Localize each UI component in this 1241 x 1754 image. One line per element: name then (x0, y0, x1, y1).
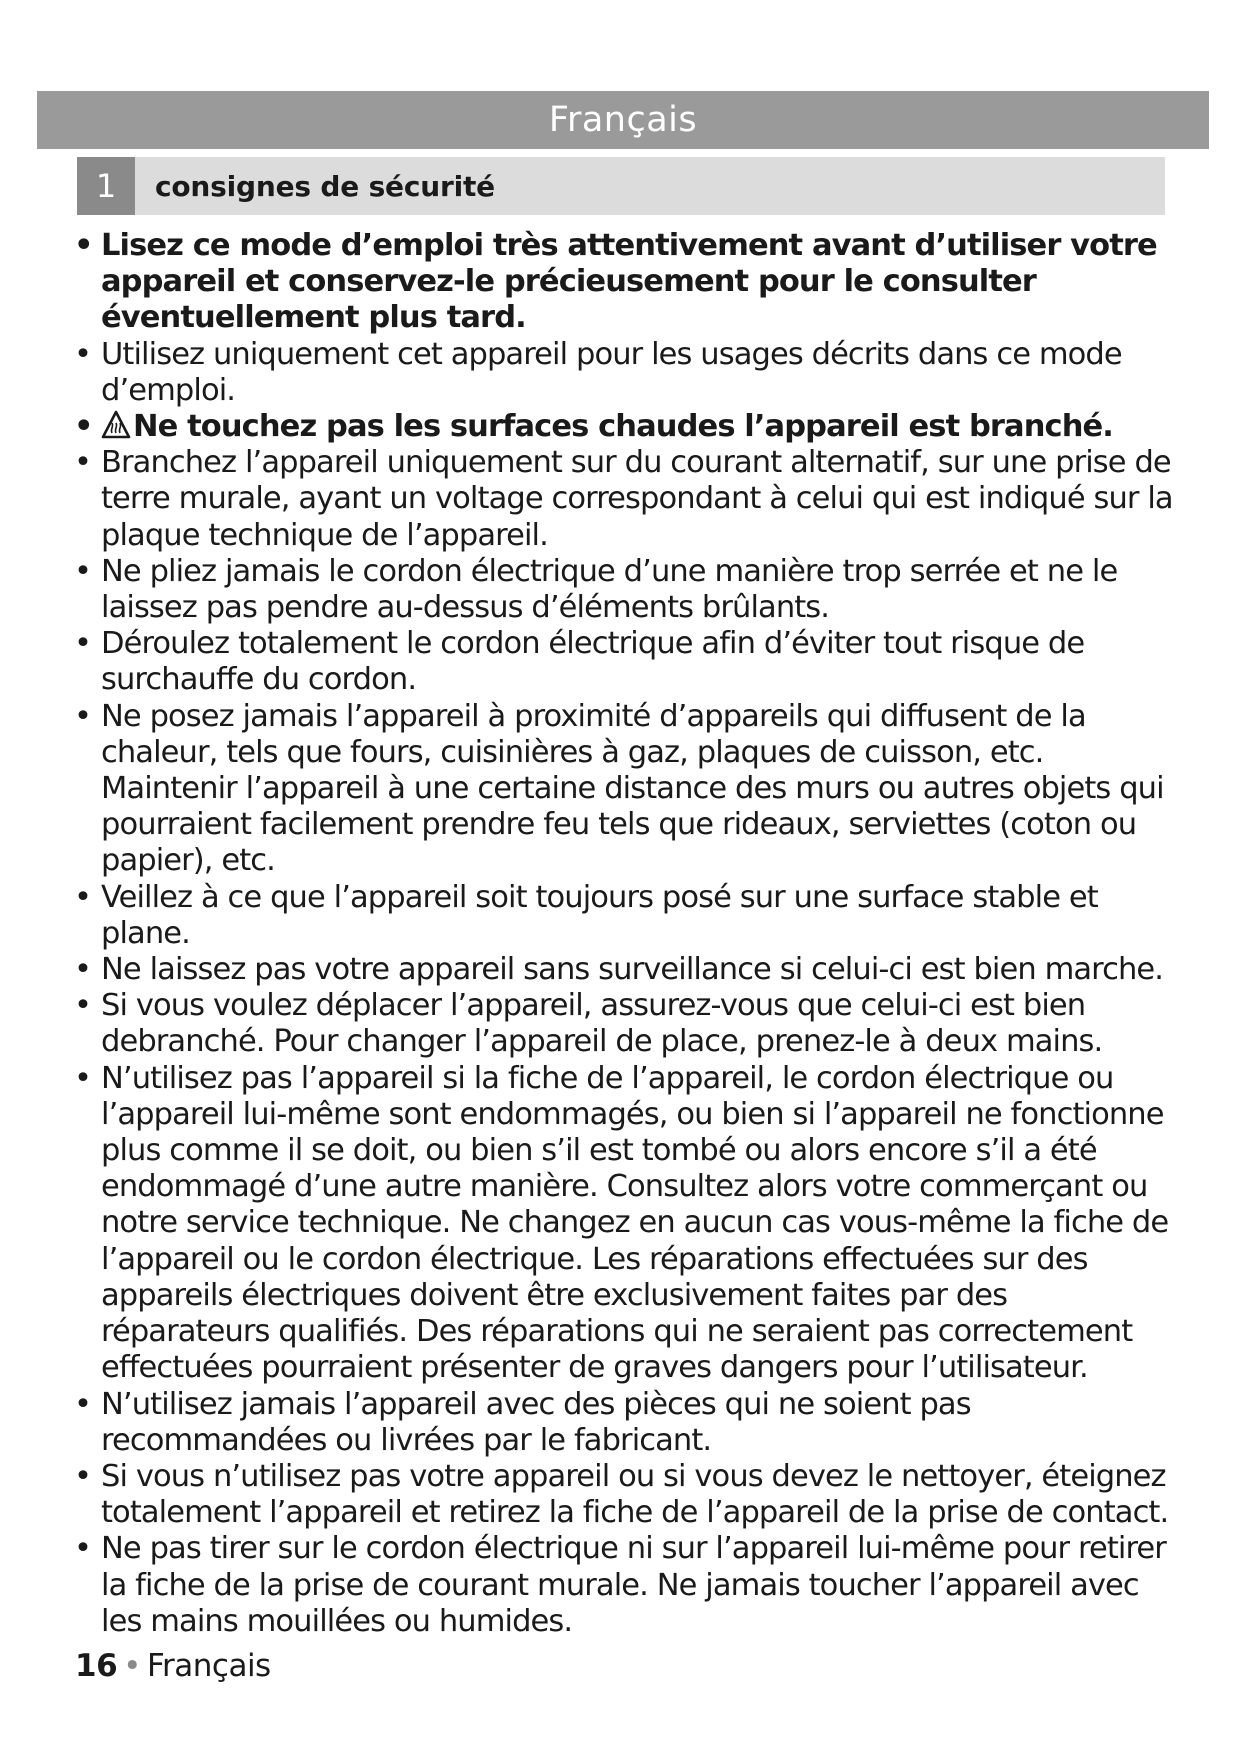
list-item-text: Ne touchez pas les surfaces chaudes l’appareil est branché. (133, 409, 1113, 445)
list-item: • Si vous n’utilisez pas votre appareil ou si vous devez le nettoyer, éteignez totalement l’appareil et retirez la fiche de l’appareil de la prise de contact. (72, 1459, 1182, 1531)
list-item: • Ne laissez pas votre appareil sans surveillance si celui-ci est bien marche. (72, 952, 1182, 988)
list-item: • Veillez à ce que l’appareil soit toujours posé sur une surface stable et plane. (72, 880, 1182, 952)
list-item: • Si vous voulez déplacer l’appareil, assurez-vous que celui-ci est bien debranché. Pour changer l’appareil de place, prenez-le à deux mains. (72, 988, 1182, 1060)
list-item: • Lisez ce mode d’emploi très attentivement avant d’utiliser votre appareil et conservez-le précieusement pour le consulter éventuellement plus tard. (72, 228, 1182, 337)
list-item: • Ne pliez jamais le cordon électrique d’une manière trop serrée et ne le laissez pas pendre au-dessus d’éléments brûlants. (72, 554, 1182, 626)
safety-instructions-list (72, 228, 1182, 1640)
hot-surface-warning-icon (101, 410, 131, 440)
list-item: • Ne pas tirer sur le cordon électrique ni sur l’appareil lui-même pour retirer la fiche de la prise de courant murale. Ne jamais toucher l’appareil avec les mains mouillées ou humides. (72, 1531, 1182, 1640)
section-number: 1 (77, 157, 135, 215)
list-item: • Utilisez uniquement cet appareil pour les usages décrits dans ce mode d’emploi. (72, 337, 1182, 409)
language-banner (37, 91, 1209, 149)
list-item: • Ne posez jamais l’appareil à proximité d’appareils qui diffusent de la chaleur, tels que fours, cuisinières à gaz, plaques de cuisson, etc. Maintenir l’appareil à une certaine distance des murs ou autres objets qui pourraient facilement prendre feu tels que rideaux, serviettes (coton ou papier), etc. (72, 699, 1182, 880)
language-title: Français (548, 100, 698, 140)
section-header (77, 157, 1165, 215)
page-number: 16 (75, 1648, 118, 1684)
list-item: • N’utilisez jamais l’appareil avec des pièces qui ne soient pas recommandées ou livrées par le fabricant. (72, 1387, 1182, 1459)
list-item: • Déroulez totalement le cordon électrique afin d’éviter tout risque de surchauffe du cordon. (72, 626, 1182, 698)
list-item: • Branchez l’appareil uniquement sur du courant alternatif, sur une prise de terre murale, ayant un voltage correspondant à celui qui est indiqué sur la plaque technique de l’appareil. (72, 445, 1182, 554)
list-item: • N’utilisez pas l’appareil si la fiche de l’appareil, le cordon électrique ou l’appareil lui-même sont endommagés, ou bien si l’appareil ne fonctionne plus comme il se doit, ou bien s’il est tombé ou alors encore s’il a été endommagé d’une autre manière. Consultez alors votre commerçant ou notre service technique. Ne changez en aucun cas vous-même la fiche de l’appareil ou le cordon électrique. Les réparations effectuées sur des appareils électriques doivent être exclusivement faites par des réparateurs qualifiés. Des réparations qui ne seraient pas correctement effectuées pourraient présenter de graves dangers pour l’utilisateur. (72, 1061, 1182, 1387)
section-title: consignes de sécurité (155, 169, 495, 203)
footer-separator: • (123, 1648, 141, 1684)
list-item (72, 409, 1182, 445)
footer-language: Français (146, 1648, 271, 1684)
page-footer (75, 1648, 271, 1684)
